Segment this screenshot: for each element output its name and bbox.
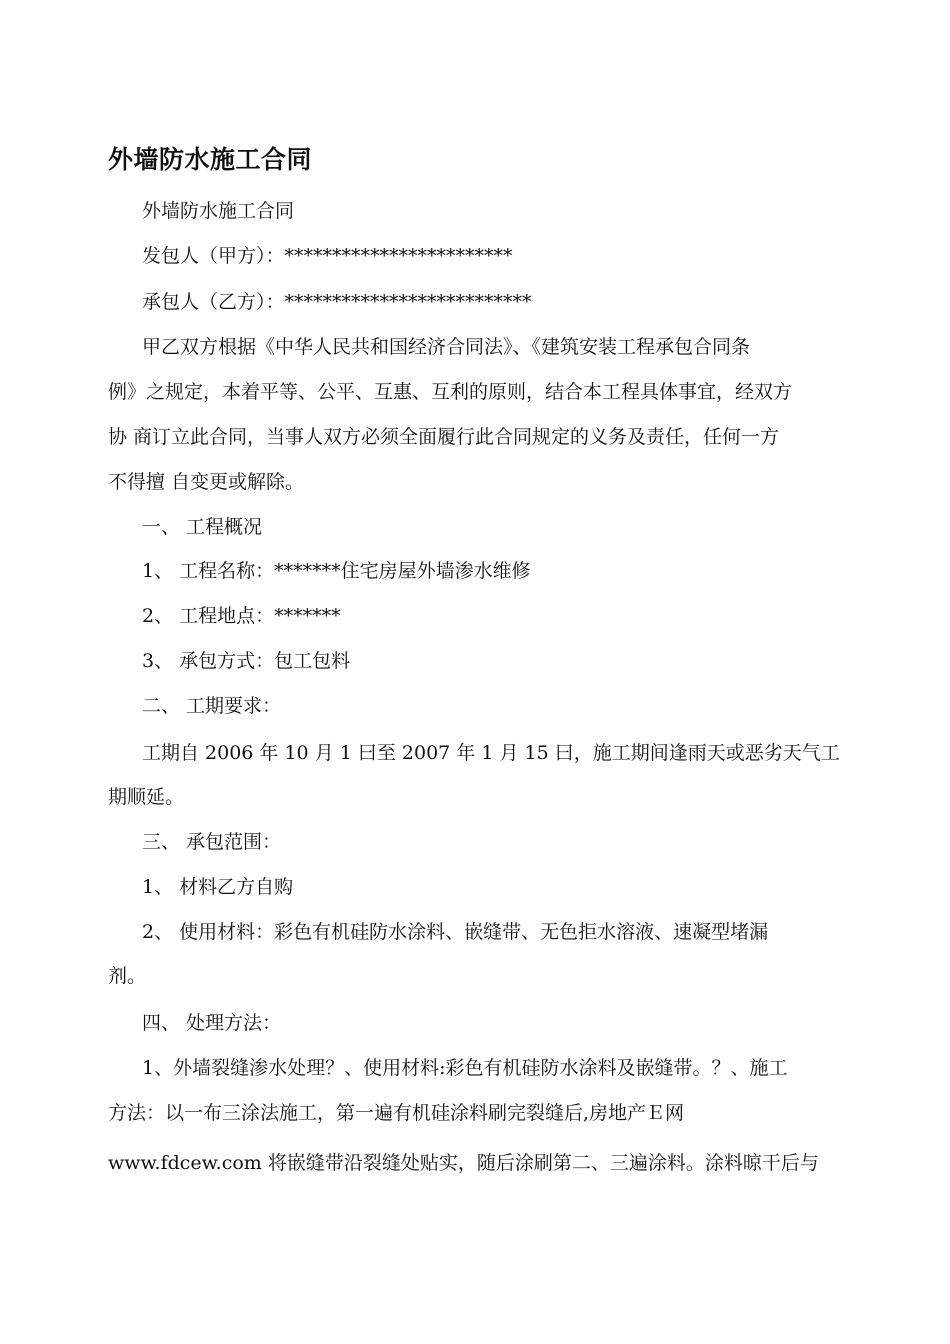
preamble-line-3: 协 商订立此合同，当事人双方必须全面履行此合同规定的义务及责任，任何一方 bbox=[108, 426, 780, 448]
section-3-item-2-cont: 剂。 bbox=[108, 965, 147, 987]
party-b-line: 承包人（乙方）：************************** bbox=[142, 291, 532, 313]
party-a-line: 发包人（甲方）：************************ bbox=[142, 245, 513, 267]
section-4-text-2: 方法：以一布三涂法施工，第一遍有机硅涂料刷完裂缝后,房地产Ｅ网 bbox=[108, 1102, 685, 1124]
section-4-text-1: 1、外墙裂缝渗水处理？、使用材料:彩色有机硅防水涂料及嵌缝带。？、施工 bbox=[142, 1057, 788, 1079]
preamble-line-4: 不得擅 自变更或解除。 bbox=[108, 471, 305, 493]
section-3-heading: 三、 承包范围： bbox=[142, 831, 282, 853]
preamble-line-1: 甲乙双方根据《中华人民共和国经济合同法》、《建筑安装工程承包合同条 bbox=[142, 336, 751, 358]
section-3-item-1: 1、 材料乙方自购 bbox=[142, 876, 294, 898]
section-3-item-2: 2、 使用材料：彩色有机硅防水涂料、嵌缝带、无色拒水溶液、速凝型堵漏 bbox=[142, 921, 769, 943]
section-2-text-2: 期顺延。 bbox=[108, 786, 185, 808]
section-2-text-1: 工期自 2006 年 10 月 1 曰至 2007 年 1 月 15 曰，施工期间逢雨天或恶劣天气工 bbox=[142, 742, 840, 764]
section-1-item-3: 3、 承包方式：包工包料 bbox=[142, 650, 351, 672]
section-4-text-3: www.fdcew.com 将嵌缝带沿裂缝处贴实，随后涂刷第二、三遍涂料。涂料晾干后与 bbox=[108, 1152, 819, 1174]
section-1-item-1: 1、 工程名称：*******住宅房屋外墙渗水维修 bbox=[142, 560, 531, 582]
section-1-heading: 一、 工程概况 bbox=[142, 516, 263, 538]
document-title: 外墙防水施工合同 bbox=[108, 145, 313, 174]
section-1-item-2: 2、 工程地点：******* bbox=[142, 605, 341, 627]
section-4-heading: 四、 处理方法： bbox=[142, 1012, 282, 1034]
subtitle-line: 外墙防水施工合同 bbox=[142, 200, 295, 222]
preamble-line-2: 例》之规定，本着平等、公平、互惠、互利的原则，结合本工程具体事宜，经双方 bbox=[108, 381, 793, 403]
section-2-heading: 二、 工期要求： bbox=[142, 695, 282, 717]
